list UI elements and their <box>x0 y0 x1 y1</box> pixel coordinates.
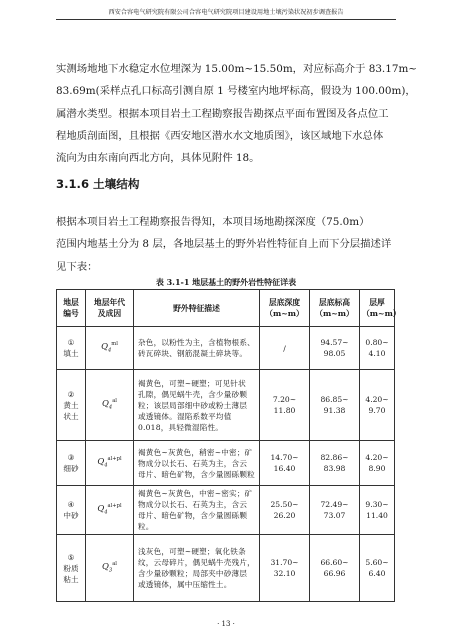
age-base: Q <box>97 456 105 467</box>
cell-line: 填土 <box>63 349 79 358</box>
age-superscript: al+pl <box>107 456 122 463</box>
cell-line: 0.018，具轻微湿陷性。 <box>138 422 224 432</box>
cell-line: 11.40 <box>366 511 388 520</box>
cell-line: ④ <box>67 500 75 509</box>
age-base: Q <box>101 341 108 352</box>
geologic-age <box>102 398 117 411</box>
geologic-age <box>97 503 122 516</box>
depth-cell <box>260 327 310 370</box>
header-desc: 野外特征描述 <box>134 290 260 327</box>
age-cell <box>86 535 134 602</box>
table-row <box>57 486 395 535</box>
header-thick <box>360 290 401 327</box>
paragraph-line: 见下表： <box>56 260 98 273</box>
cell-line: 91.38 <box>323 406 346 415</box>
cell-line: 72.49~ <box>320 500 349 509</box>
age-superscript: al <box>112 398 117 405</box>
age-superscript: al+pl <box>107 503 122 510</box>
cell-line: 6.40 <box>368 569 386 578</box>
paragraph-line: 属潜水类型。根据本项目岩土工程勘察报告勘探点平面布置图及各点位工 <box>56 107 389 120</box>
header-age <box>86 290 134 327</box>
cell-line: ⑤ <box>67 552 75 562</box>
age-cell <box>86 441 134 486</box>
cell-line: 4.20~ <box>365 453 389 462</box>
cell-line: 褐黄色~灰黄色，中密~密实；矿 <box>138 489 253 498</box>
header-line: （m~m） <box>265 309 304 318</box>
age-subscript: 3 <box>108 567 113 574</box>
layer-cell <box>57 327 86 370</box>
cell-line: 砖瓦碎块、钢筋混凝土碎块等。 <box>138 349 248 358</box>
cell-line: 83.98 <box>323 464 346 473</box>
header-depth <box>260 290 310 327</box>
paragraph-line: 流向为由东南向西北方向，具体见附件 18。 <box>56 152 260 165</box>
layer-cell <box>57 535 86 602</box>
age-base: Q <box>102 561 109 572</box>
age-superscript: al <box>112 561 117 568</box>
thickness-cell <box>360 370 395 441</box>
cell-line: 母片、暗色矿物，含少量圆砾颗 <box>138 511 248 520</box>
cell-line: 粘土 <box>63 574 79 584</box>
layer-cell <box>57 486 86 535</box>
table-row <box>57 535 395 602</box>
paragraph-line: 根据本项目岩土工程勘察报告得知，本项目场地勘探深度（75.0m） <box>56 216 370 228</box>
cell-line: 黄土 <box>63 400 79 410</box>
cell-line: 0.80~ <box>365 338 389 347</box>
cell-line: 26.20 <box>273 511 296 520</box>
table-row <box>57 370 395 441</box>
header-line: 层底标高 <box>318 298 351 307</box>
cell-line: 纹，云母碎片，偶见蜗牛壳残片， <box>138 558 255 567</box>
cell-line: 粒；该层局部细中砂或粉土薄层 <box>138 400 248 410</box>
cell-line: 25.50~ <box>270 500 299 509</box>
cell-line: 或透镜体，属中压缩性土。 <box>138 580 232 589</box>
cell-line: 7.20~ <box>272 395 297 404</box>
description-cell <box>134 370 260 441</box>
paragraph-line: 程地质剖面图，且根据《西安地区潜水水文地质图》，该区域地下水总体 <box>56 129 384 142</box>
elevation-cell <box>310 535 360 602</box>
depth-cell <box>260 441 310 486</box>
age-cell <box>86 327 134 370</box>
cell-line: 86.85~ <box>320 395 349 404</box>
header-elev <box>310 290 360 327</box>
cell-line: ③ <box>67 453 75 462</box>
table-row <box>57 327 395 370</box>
strata-table <box>56 289 401 602</box>
age-subscript: 4 <box>107 347 112 354</box>
age-base: Q <box>102 398 109 409</box>
cell-line: 4.20~ <box>365 395 389 404</box>
cell-line: ② <box>67 389 75 399</box>
thickness-cell <box>360 486 395 535</box>
cell-line: 4.10 <box>368 349 386 358</box>
thickness-cell <box>360 535 395 602</box>
depth-cell <box>260 486 310 535</box>
section-heading: 3.1.6 土壤结构 <box>56 177 140 191</box>
header-line: 编号 <box>63 309 79 318</box>
description-cell <box>134 535 260 602</box>
age-subscript: 4 <box>104 462 108 469</box>
thickness-cell <box>360 441 395 486</box>
table-header-row <box>57 290 395 327</box>
age-cell <box>86 370 134 441</box>
geologic-age <box>101 341 118 354</box>
cell-line: 杂色，以粉性为主，含植物根系、 <box>138 338 255 347</box>
age-subscript: 4 <box>108 404 113 411</box>
age-base: Q <box>97 503 105 514</box>
cell-line: 66.60~ <box>320 558 349 567</box>
table-row <box>57 441 395 486</box>
soil-structure-paragraph <box>56 211 398 278</box>
cell-line: 82.86~ <box>320 453 349 462</box>
cell-line: ① <box>67 338 75 347</box>
header-rule <box>56 19 396 20</box>
cell-line: 98.05 <box>323 349 346 358</box>
cell-line: 细砂 <box>63 464 79 473</box>
cell-line: 物成分以长石、石英为主，含云 <box>138 458 248 468</box>
header-line: 层底深度 <box>268 298 301 307</box>
header-line: 及成因 <box>97 309 122 318</box>
description-cell <box>134 486 260 535</box>
cell-line: 或透镜体。湿陷系数平均值 <box>138 411 232 421</box>
cell-line: 8.90 <box>368 464 386 473</box>
page-header: 西安合容电气研究院有限公司合容电气研究院项目建设用地土壤污染状况初步调查报告 <box>108 9 344 16</box>
depth-cell <box>260 535 310 602</box>
cell-line: 5.60~ <box>365 558 389 567</box>
table-caption: 表 3.1-1 地层基土的野外岩性特征详表 <box>155 277 297 287</box>
cell-line: 物成分以长石、石英为主，含云 <box>138 500 248 509</box>
elevation-cell <box>310 441 360 486</box>
age-subscript: 4 <box>104 509 108 516</box>
geologic-age <box>97 456 122 469</box>
layer-cell <box>57 370 86 441</box>
paragraph-line: 83.69m(采样点孔口标高引测自原 1 号楼室内地坪标高，假设为 100.00m)， <box>56 85 416 98</box>
cell-line: 粒。 <box>138 522 154 531</box>
cell-line: 14.70~ <box>270 453 299 462</box>
cell-line: 状土 <box>63 411 79 421</box>
cell-line: 66.96 <box>323 569 346 578</box>
cell-line: 94.57~ <box>320 338 349 347</box>
cell-line: 11.80 <box>273 406 296 415</box>
cell-line: 粉质 <box>63 563 79 573</box>
cell-line: 32.10 <box>273 569 296 578</box>
geologic-age <box>102 561 117 574</box>
cell-line: 73.07 <box>323 511 346 520</box>
age-cell <box>86 486 134 535</box>
page-number: · 13 · <box>217 620 235 628</box>
cell-line: 16.40 <box>273 464 296 473</box>
layer-cell <box>57 441 86 486</box>
header-line: 层厚 <box>369 298 385 307</box>
cell-line: 中砂 <box>63 511 79 520</box>
cell-line: 9.70 <box>368 406 386 415</box>
cell-line: 浅灰色，可塑~硬塑；氧化铁条 <box>138 547 246 556</box>
header-line: 地层 <box>63 298 79 307</box>
description-cell <box>134 327 260 370</box>
cell-line: 9.30~ <box>365 500 389 509</box>
depth-cell <box>260 370 310 441</box>
cell-line: 褐黄色~灰黄色，稍密~中密；矿 <box>138 447 253 457</box>
cell-line: 含少量砂颗粒；局部夹中砂薄层 <box>138 569 248 578</box>
paragraph-line: 范围内地基土分为 8 层，各地层基土的野外岩性特征自上而下分层描述详 <box>56 238 392 251</box>
cell-line: / <box>283 343 286 353</box>
cell-line: 31.70~ <box>270 558 299 567</box>
elevation-cell <box>310 486 360 535</box>
cell-line: 母片、暗色矿物，含少量圆砾颗粒 <box>138 469 255 479</box>
header-line: （m~m） <box>362 309 401 318</box>
thickness-cell <box>360 327 395 370</box>
cell-line: 褐黄色，可塑~硬塑；可见针状 <box>138 378 246 388</box>
elevation-cell <box>310 370 360 441</box>
header-layer <box>57 290 86 327</box>
header-line: 地层年代 <box>93 298 126 307</box>
groundwater-paragraph <box>56 58 418 169</box>
paragraph-line: 实测场地地下水稳定水位埋深为 15.00m~15.50m，对应标高介于 83.17m~ <box>56 63 418 75</box>
header-line: （m~m） <box>315 309 354 318</box>
age-superscript: ml <box>111 341 118 348</box>
elevation-cell <box>310 327 360 370</box>
description-cell <box>134 441 260 486</box>
cell-line: 孔隙，偶见蜗牛壳，含少量砂颗 <box>138 389 248 399</box>
